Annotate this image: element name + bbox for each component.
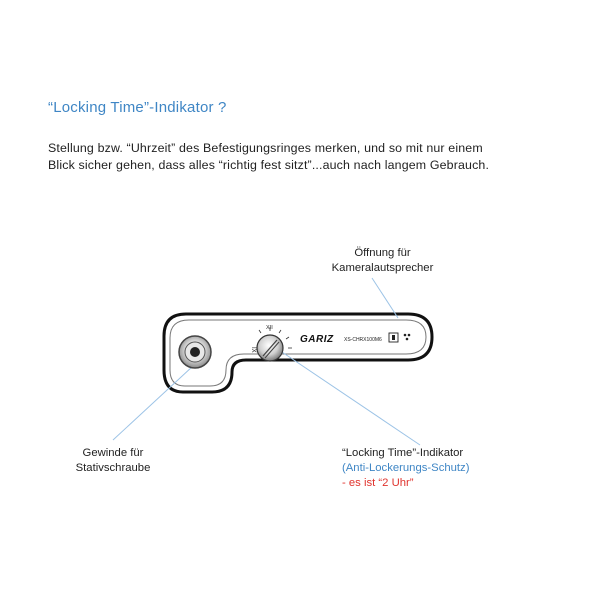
speaker-label-line-2: Kameralautsprecher	[331, 262, 434, 274]
intro-line-1: Stellung bzw. “Uhrzeit” des Befestigungsringes merken, und so mit nur einem	[48, 141, 483, 155]
tripod-label-line-2: Stativschraube	[75, 462, 151, 474]
locking-indicator-label	[342, 446, 542, 491]
tripod-screw	[179, 336, 211, 368]
lock-label-line-3: - es ist “2 Uhr”	[342, 477, 414, 489]
tripod-thread-label	[38, 446, 188, 476]
clock-xii-label: XII	[266, 325, 273, 331]
page-title: “Locking Time”-Indikator ?	[48, 99, 227, 116]
clock-ix-label: IX	[250, 347, 256, 353]
speaker-opening-label	[300, 246, 465, 276]
leader-speaker	[372, 278, 398, 318]
lock-label-line-1: “Locking Time”-Indikator	[342, 447, 464, 459]
tripod-label-line-1: Gewinde für	[82, 447, 144, 459]
brand-logo: GARIZ	[300, 334, 334, 345]
model-number: XS-CHRX100M6	[344, 337, 382, 343]
speaker-label-line-1: Öffnung für	[354, 247, 411, 259]
locking-knob	[257, 335, 283, 361]
lock-label-line-2: (Anti-Lockerungs-Schutz)	[342, 462, 470, 474]
leader-lock	[276, 348, 420, 445]
intro-line-2: Blick sicher gehen, dass alles “richtig fest sitzt”...auch nach langem Gebrauch.	[48, 158, 490, 172]
leader-tripod	[113, 366, 193, 440]
